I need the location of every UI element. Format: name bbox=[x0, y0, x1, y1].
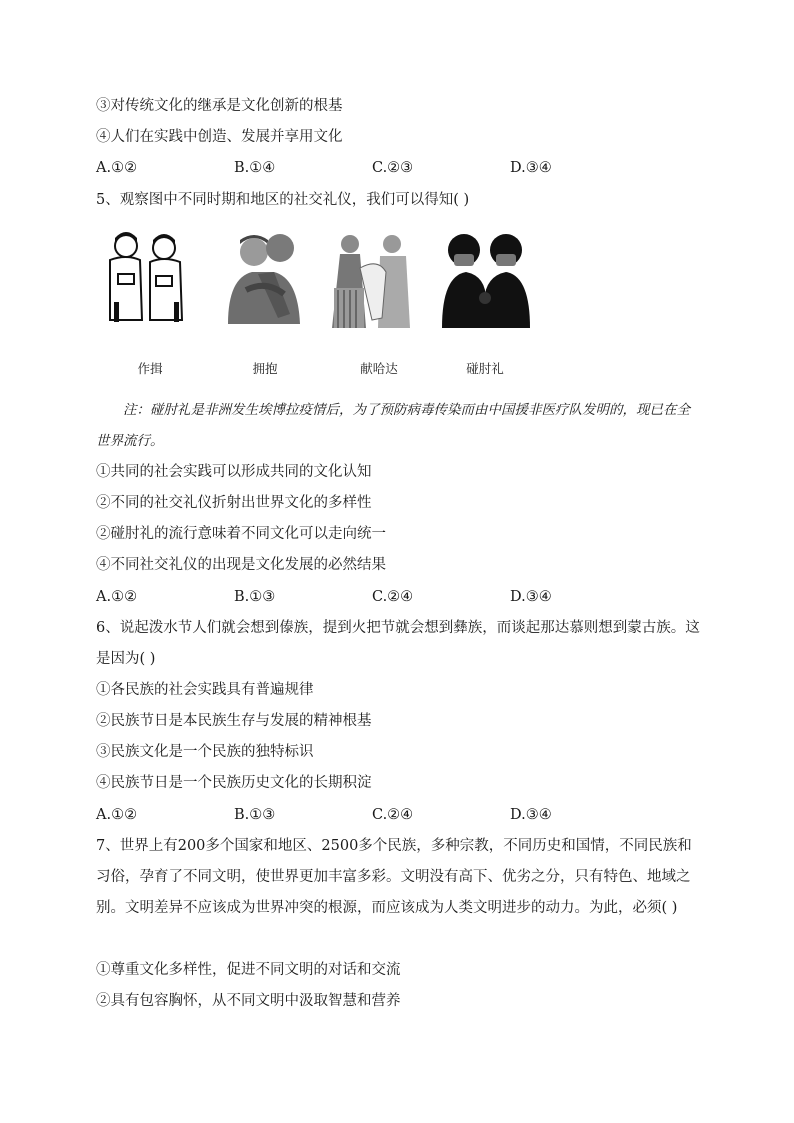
q7-statement-1: ①尊重文化多样性，促进不同文明的对话和交流 bbox=[96, 962, 401, 978]
q5-options bbox=[96, 587, 700, 607]
option-b[interactable]: B.①③ bbox=[234, 807, 276, 823]
q7-statement-2: ②具有包容胸怀，从不同文明中汲取智慧和营养 bbox=[96, 993, 401, 1009]
q5-statement-3: ②碰肘礼的流行意味着不同文化可以走向统一 bbox=[96, 526, 386, 542]
option-a[interactable]: A.①② bbox=[96, 589, 138, 605]
illustration-hug bbox=[218, 228, 318, 332]
caption-elbow-bump: 碰肘礼 bbox=[466, 361, 504, 376]
caption-hug: 拥抱 bbox=[252, 361, 278, 376]
option-c[interactable]: C.②④ bbox=[372, 589, 414, 605]
option-b[interactable]: B.①④ bbox=[234, 160, 276, 176]
illustration-hada bbox=[322, 228, 422, 332]
option-d[interactable]: D.③④ bbox=[510, 160, 552, 176]
q5-statement-2: ②不同的社交礼仪折射出世界文化的多样性 bbox=[96, 495, 372, 511]
q6-statement-3: ③民族文化是一个民族的独特标识 bbox=[96, 744, 314, 760]
q6-statement-1: ①各民族的社会实践具有普遍规律 bbox=[96, 682, 314, 698]
option-a[interactable]: A.①② bbox=[96, 807, 138, 823]
q6-statement-4: ④民族节日是一个民族历史文化的长期积淀 bbox=[96, 775, 372, 791]
statement-3: ③对传统文化的继承是文化创新的根基 bbox=[96, 98, 343, 114]
statement-4: ④人们在实践中创造、发展并享用文化 bbox=[96, 129, 343, 145]
question-7: 7、世界上有200多个国家和地区、2500多个民族，多种宗教，不同历史和国情，不同民族和习俗，孕育了不同文明，使世界更加丰富多彩。文明没有高下、优劣之分，只有特色、地域之别。文明差异不应该成为世界冲突的根源，而应该成为人类文明进步的动力。为此，必须( ) bbox=[96, 838, 692, 916]
q5-statement-4: ④不同社交礼仪的出现是文化发展的必然结果 bbox=[96, 557, 386, 573]
option-d[interactable]: D.③④ bbox=[510, 589, 552, 605]
q5-statement-1: ①共同的社会实践可以形成共同的文化认知 bbox=[96, 464, 372, 480]
caption-hada: 献哈达 bbox=[360, 361, 398, 376]
option-b[interactable]: B.①③ bbox=[234, 589, 276, 605]
question-5: 5、观察图中不同时期和地区的社交礼仪，我们可以得知( ) bbox=[96, 192, 470, 208]
option-d[interactable]: D.③④ bbox=[510, 807, 552, 823]
q6-statement-2: ②民族节日是本民族生存与发展的精神根基 bbox=[96, 713, 372, 729]
illustration-elbow-bump bbox=[436, 228, 536, 332]
option-c[interactable]: C.②③ bbox=[372, 160, 414, 176]
q6-options bbox=[96, 805, 700, 825]
figure-note: 注：碰肘礼是非洲发生埃博拉疫情后，为了预防病毒传染而由中国援非医疗队发明的，现已在全世界流行。 bbox=[96, 402, 690, 449]
caption-zuoyi: 作揖 bbox=[137, 361, 163, 376]
option-c[interactable]: C.②④ bbox=[372, 807, 414, 823]
option-a[interactable]: A.①② bbox=[96, 160, 138, 176]
question-6: 6、说起泼水节人们就会想到傣族，提到火把节就会想到彝族，而谈起那达慕则想到蒙古族。这是因为( ) bbox=[96, 620, 700, 667]
illustration-zuoyi bbox=[96, 228, 196, 332]
q4-options bbox=[96, 158, 700, 178]
